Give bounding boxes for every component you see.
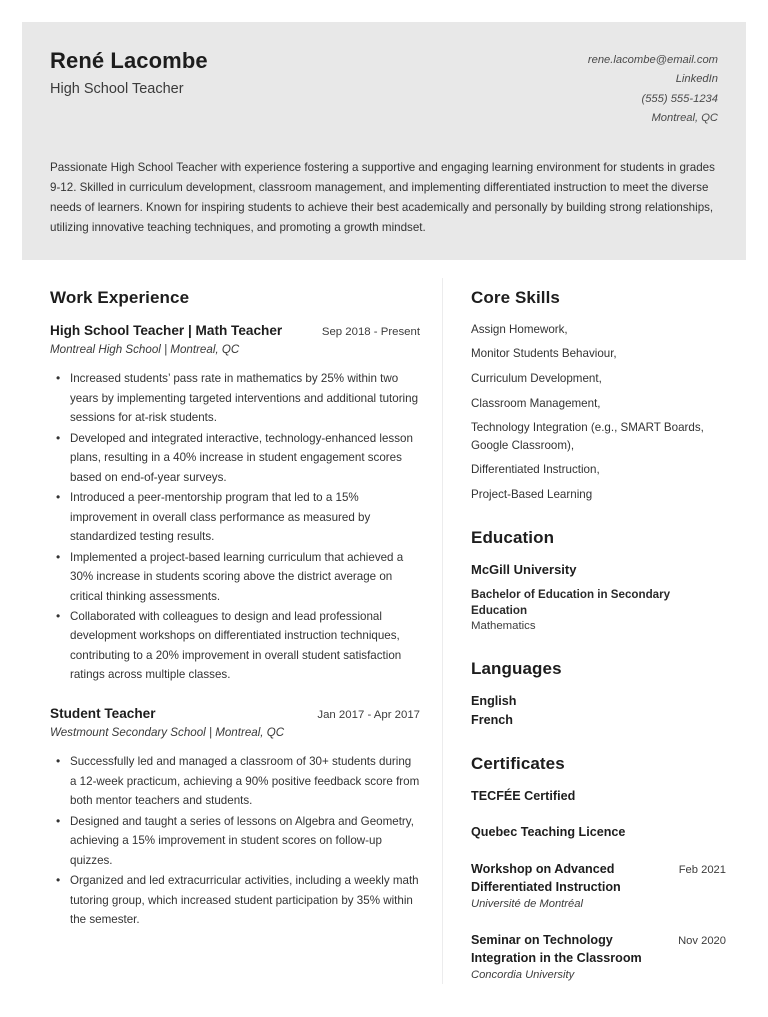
certificate-name: Seminar on Technology Integration in the Classroom [471, 932, 642, 965]
skill-item: Curriculum Development, [471, 372, 602, 386]
identity-block [50, 48, 588, 99]
skill-item: Monitor Students Behaviour, [471, 347, 617, 361]
certificate-header-row [471, 787, 726, 805]
certificate-entry [471, 860, 726, 913]
work-experience-heading: Work Experience [50, 287, 190, 307]
certificate-entry [471, 823, 726, 841]
certificate-name: Workshop on Advanced Differentiated Instruction [471, 861, 621, 894]
resume-header [22, 22, 746, 260]
certificate-name: TECFÉE Certified [471, 789, 576, 804]
education-entry [471, 561, 726, 635]
job-bullet: • Increased students’ pass rate in mathematics by 25% within two years by implementing targeted interventions and additional tutoring sessions for at-risk students. [68, 369, 420, 427]
job-bullet: • Developed and integrated interactive, technology-enhanced lesson plans, resulting in a 40% increase in student engagement scores based on end-of-year surveys. [68, 429, 420, 487]
professional-summary: Passionate High School Teacher with experience fostering a supportive and engaging learning environment for students in grades 9-12. Skilled in curriculum development, classroom management, and implementing differentiated instruction to meet the diverse needs of learners. Known for inspiring students to achieve their best academically and personally by building strong relationships, utilizing innovative teaching techniques, and promoting a growth mindset. [50, 161, 715, 234]
job-bullet-list [50, 752, 420, 929]
page-title: René Lacombe [50, 48, 208, 73]
languages-list [471, 692, 726, 730]
job-bullet-list [50, 369, 420, 685]
job-date: Jan 2017 - Apr 2017 [317, 708, 420, 721]
skill-item: Differentiated Instruction, [471, 463, 600, 477]
contact-location: Montreal, QC [651, 111, 718, 124]
header-job-title: High School Teacher [50, 81, 184, 98]
skill-item: Technology Integration (e.g., SMART Boards, Google Classroom), [471, 421, 704, 452]
job-bullet: • Designed and taught a series of lessons on Algebra and Geometry, achieving a 15% improvement in student scores on follow-up quizzes. [68, 812, 420, 870]
core-skills-list [471, 321, 726, 504]
education-field: Mathematics [471, 619, 536, 632]
job-bullet: • Successfully led and managed a classroom of 30+ students during a 12-week practicum, achieving a 90% positive feedback score from both mentor teachers and students. [68, 752, 420, 810]
job-bullet: • Introduced a peer-mentorship program that led to a 15% improvement in overall class performance as measured by standardized testing results. [68, 488, 420, 546]
certificates-list [471, 787, 726, 984]
certificate-organization: Université de Montréal [471, 898, 583, 911]
section-work-experience [50, 288, 420, 930]
job-organization: Westmount Secondary School | Montreal, QC [50, 726, 285, 740]
skill-item: Project-Based Learning [471, 488, 593, 502]
job-entry [50, 705, 420, 930]
main-column [22, 278, 442, 984]
section-certificates [471, 754, 726, 984]
job-bullet: • Collaborated with colleagues to design and lead professional development workshops on differentiated instruction techniques, contributing to a 20% improvement in overall student satisfaction ratings across multiple classes. [68, 607, 420, 685]
certificate-date: Nov 2020 [678, 934, 726, 947]
language-item: English [471, 693, 517, 708]
education-degree: Bachelor of Education in Secondary Education [471, 588, 671, 617]
header-top-row [50, 48, 718, 128]
contact-info [588, 48, 718, 128]
certificate-entry [471, 931, 726, 984]
education-heading: Education [471, 527, 555, 547]
skill-item: Classroom Management, [471, 396, 601, 410]
certificate-header-row [471, 860, 726, 897]
job-organization: Montreal High School | Montreal, QC [50, 343, 240, 357]
contact-phone[interactable]: (555) 555-1234 [641, 92, 718, 105]
resume-body [22, 278, 746, 984]
job-role: Student Teacher [50, 705, 156, 721]
certificate-name: Quebec Teaching Licence [471, 825, 626, 840]
section-languages [471, 659, 726, 730]
job-role: High School Teacher | Math Teacher [50, 322, 283, 338]
job-entry [50, 322, 420, 685]
job-bullet: • Organized and led extracurricular activities, including a weekly math tutoring group, which increased student participation by 35% within the semester. [68, 871, 420, 929]
language-item: French [471, 712, 513, 727]
job-date: Sep 2018 - Present [321, 325, 420, 338]
work-experience-list [50, 322, 420, 930]
certificate-date: Feb 2021 [678, 863, 726, 876]
certificate-header-row [471, 931, 726, 968]
sidebar-column [442, 278, 746, 984]
skill-item: Assign Homework, [471, 322, 568, 336]
job-header-row [50, 322, 420, 340]
job-bullet: • Implemented a project-based learning curriculum that achieved a 30% increase in students scoring above the district average on critical thinking assessments. [68, 548, 420, 606]
certificate-header-row [471, 823, 726, 841]
education-list [471, 561, 726, 635]
job-header-row [50, 705, 420, 723]
education-school: McGill University [471, 561, 577, 577]
certificate-entry [471, 787, 726, 805]
contact-linkedin[interactable]: LinkedIn [675, 73, 718, 86]
languages-heading: Languages [471, 658, 562, 678]
section-core-skills [471, 288, 726, 504]
section-education [471, 528, 726, 635]
certificate-organization: Concordia University [471, 969, 575, 982]
certificates-heading: Certificates [471, 754, 565, 774]
contact-email[interactable]: rene.lacombe@email.com [587, 54, 718, 66]
core-skills-heading: Core Skills [471, 287, 560, 307]
